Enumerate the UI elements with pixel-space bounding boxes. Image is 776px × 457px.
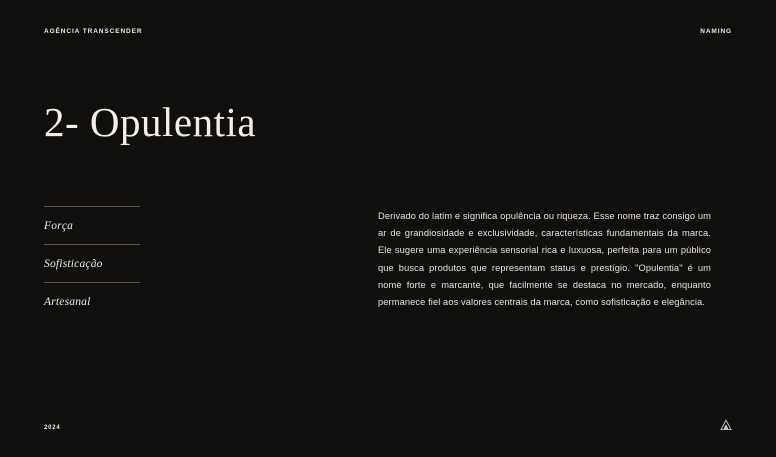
- attribute-list: [44, 206, 140, 320]
- triangle-logo-icon: [720, 419, 732, 431]
- body-paragraph: Derivado do latim e significa opulência ou riqueza. Esse nome traz consigo um ar de grandiosidade e exclusividade, características fundamentais da marca. Ele sugere uma experiência sensorial rica e luxuosa, perfeita para um público que busca produtos que representam status e prestígio. "Opulentia" é um nome forte e marcante, que facilmente se destaca no mercado, enquanto permanece fiel aos valores centrais da marca, como sofisticação e elegância.: [378, 211, 711, 307]
- section-label: NAMING: [700, 28, 732, 35]
- list-item: Força: [44, 220, 74, 232]
- slide-footer: [44, 419, 732, 431]
- list-item: Sofisticação: [44, 258, 103, 270]
- page-title: 2- Opulentia: [44, 99, 257, 145]
- slide-header: [44, 28, 732, 35]
- list-item: Artesanal: [44, 296, 91, 308]
- year-label: 2024: [44, 425, 61, 431]
- brand-label: AGÊNCIA TRANSCENDER: [44, 28, 143, 35]
